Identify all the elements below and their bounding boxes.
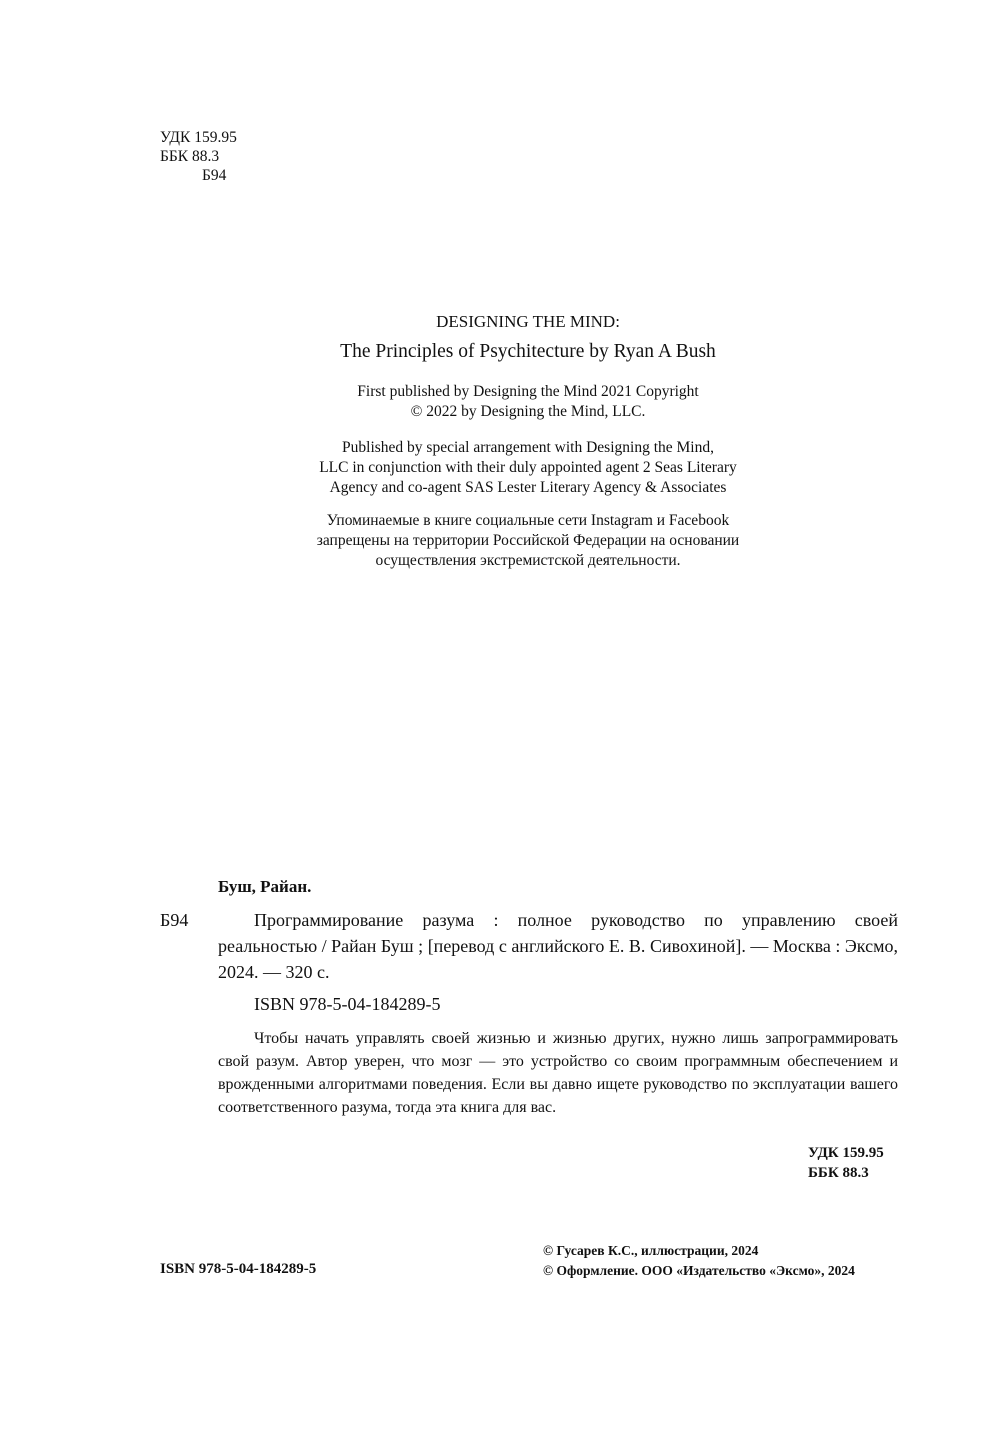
author-mark: Б94: [202, 167, 227, 184]
card-author-mark: Б94: [160, 910, 189, 930]
copyright-line: © 2022 by Designing the Mind, LLC.: [410, 403, 646, 420]
arrangement-line: Published by special arrangement with Designing the Mind,: [342, 439, 714, 456]
notice-line: осуществления экстремистской деятельности.: [375, 552, 681, 569]
bbk-code: ББК 88.3: [160, 148, 220, 165]
legal-notice: [260, 511, 796, 571]
illustration-credit: © Гусарев К.С., иллюстрации, 2024: [543, 1243, 759, 1258]
design-credit: © Оформление. ООО «Издательство «Эксмо», 2024: [543, 1263, 855, 1278]
copyright-notice: [260, 382, 796, 422]
copyright-line: First published by Designing the Mind 2021 Copyright: [357, 383, 699, 400]
card-bbk: ББК 88.3: [808, 1165, 869, 1181]
card-isbn: ISBN 978-5-04-184289-5: [254, 994, 441, 1014]
card-classification: [808, 1143, 884, 1183]
arrangement-line: LLC in conjunction with their duly appointed agent 2 Seas Literary: [319, 459, 737, 476]
notice-line: Упоминаемые в книге социальные сети Instagram и Facebook: [326, 512, 730, 529]
arrangement-notice: [260, 438, 796, 498]
bibliographic-description: Программирование разума : полное руководство по управлению своей реальностью / Райан Буш ; [перевод с английского Е. В. Сивохиной]. — Москва : Эксмо, 2024. — 320 с.: [218, 910, 898, 982]
annotation: Чтобы начать управлять своей жизнью и жизнью других, нужно лишь запрограммировать свой разум. Автор уверен, что мозг — это устройство со своим программным обеспечением и врожденными алгоритмами поведения. Если вы давно ищете руководство по эксплуатации вашего соответственного разума, тогда эта книга для вас.: [218, 1030, 898, 1116]
original-title-line2: The Principles of Psychitecture by Ryan A Bush: [340, 341, 716, 362]
arrangement-line: Agency and co-agent SAS Lester Literary Agency & Associates: [329, 479, 727, 496]
card-udk: УДК 159.95: [808, 1145, 884, 1161]
classification-block: [160, 128, 237, 185]
footer-isbn: ISBN 978-5-04-184289-5: [160, 1261, 317, 1277]
footer-credits: [543, 1241, 855, 1281]
original-title-line1: DESIGNING THE MIND:: [436, 312, 620, 331]
notice-line: запрещены на территории Российской Федерации на основании: [316, 532, 740, 549]
udk-code: УДК 159.95: [160, 129, 237, 146]
card-author: Буш, Райан.: [218, 877, 312, 896]
